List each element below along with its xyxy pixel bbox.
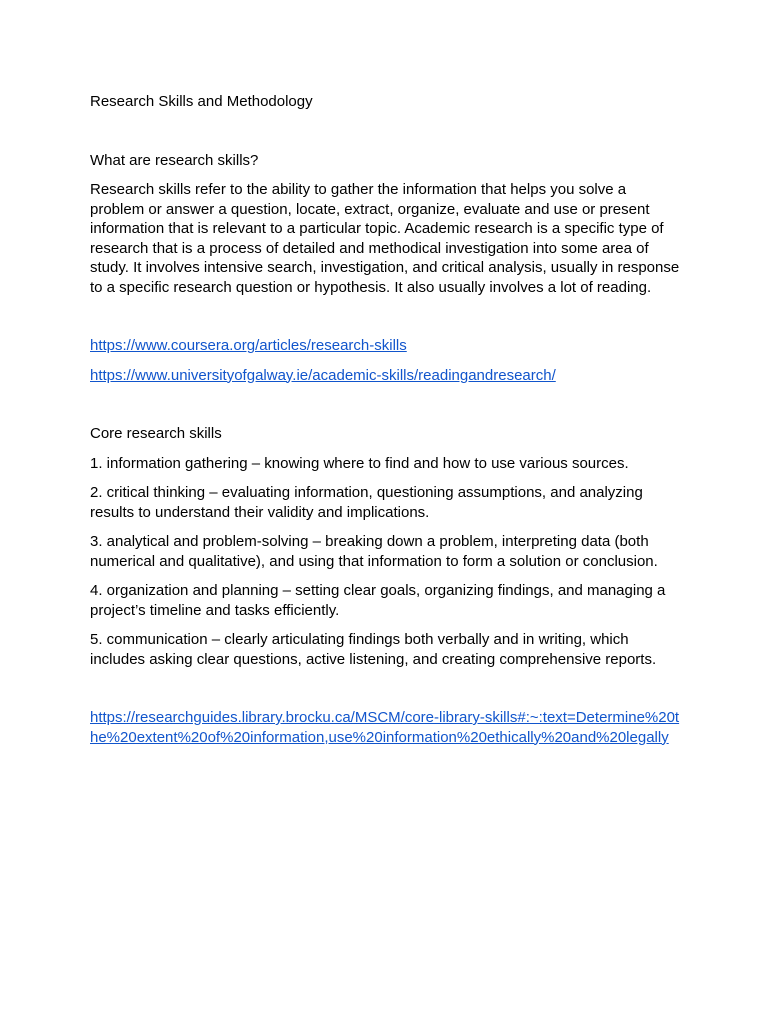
research-skills-paragraph: Research skills refer to the ability to gather the information that helps you solve a problem or answer a question, locate, extract, organize, evaluate and use or present information that is relevant to a particular topic. Academic research is a specific type of research that is a process of detailed and methodical investigation into some area of study. It involves intensive search, investigation, and critical analysis, usually in response to a specific research question or hypothesis. It also usually involves a lot of reading. <box>90 181 680 296</box>
skill-item-analytical: 3. analytical and problem-solving – breaking down a problem, interpreting data (both numerical and qualitative), and using that information to form a solution or conclusion. <box>90 533 658 570</box>
skill-item-critical-thinking: 2. critical thinking – evaluating information, questioning assumptions, and analyzing results to understand their validity and implications. <box>90 484 643 521</box>
skill-item-information-gathering: 1. information gathering – knowing where to find and how to use various sources. <box>90 454 629 472</box>
brocku-library-link[interactable]: https://researchguides.library.brocku.ca/MSCM/core-library-skills#:~:text=Determine%20the%20extent%20of%20information,use%20information%20ethically%20and%20legally <box>90 709 680 746</box>
section-heading-research-skills: What are research skills? <box>90 151 259 169</box>
skill-item-communication: 5. communication – clearly articulating findings both verbally and in writing, which includes asking clear questions, active listening, and creating comprehensive reports. <box>90 631 657 668</box>
galway-link[interactable]: https://www.universityofgalway.ie/academic-skills/readingandresearch/ <box>90 366 556 384</box>
skill-item-organization: 4. organization and planning – setting clear goals, organizing findings, and managing a project’s timeline and tasks efficiently. <box>90 582 666 619</box>
document-page <box>90 92 680 747</box>
section-heading-core-skills: Core research skills <box>90 425 222 442</box>
coursera-link[interactable]: https://www.coursera.org/articles/research-skills <box>90 337 407 354</box>
document-title: Research Skills and Methodology <box>90 93 313 110</box>
